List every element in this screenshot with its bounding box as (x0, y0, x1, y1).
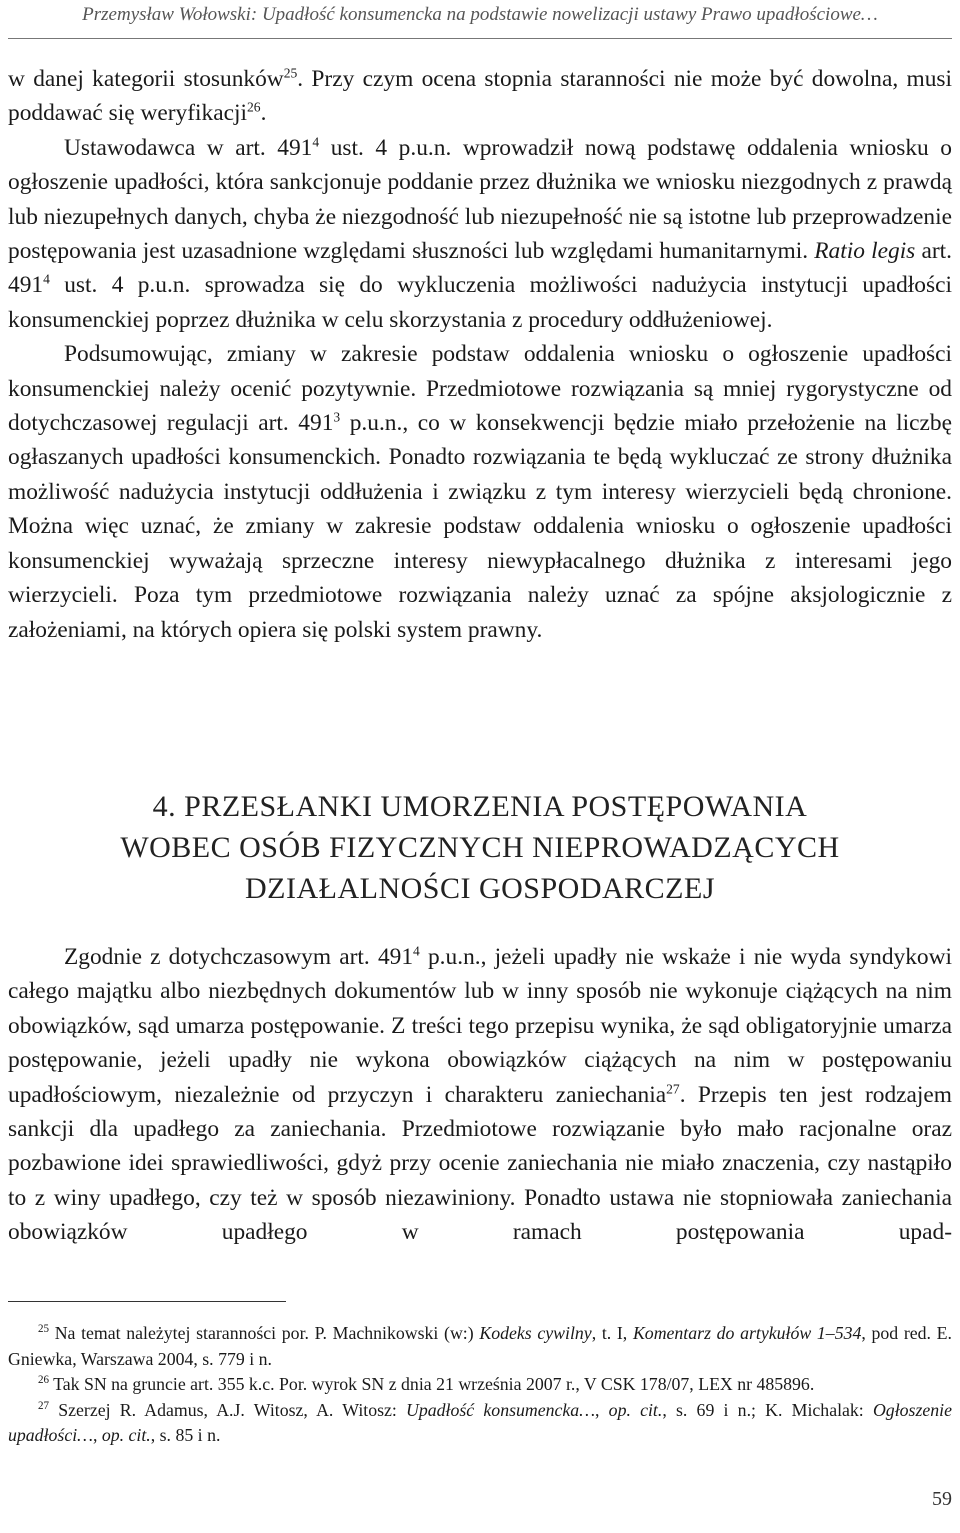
paragraph-2: Ustawodawca w art. $491^4$ ust. 4 p.u.n. wprowadził nową podstawę oddalenia wniosku o ogłoszenie upadłości, która sankcjonuje poddanie przez dłużnika we wniosku niezgodnych z prawdą lub niezupełnych danych, chyba że niezgodność lub niezupełność nie są istotne lub przeprowadzenie postępowania jest uzasadnione względami słuszności lub względami humanitarnymi. Ratio legis art. $491^4$ ust. 4 p.u.n. sprowadza się do wykluczenia możliwości nadużycia instytucji upadłości konsumenckiej poprzez dłużnika w celu skorzystania z procedury oddłużeniowej. (8, 134, 953, 333)
section-heading-line-2: WOBEC OSÓB FIZYCZNYCH NIEPROWADZĄCYCH (120, 831, 840, 864)
footnote-26: $^{26}$ Tak SN na gruncie art. 355 k.c. Por. wyrok SN z dnia 21 września 2007 r., V CSK 178/07, LEX nr 485896. (38, 1374, 815, 1394)
footnote-rule (8, 1301, 286, 1302)
paragraph-1: w danej kategorii stosunków$^{25}$. Przy czym ocena stopnia staranności nie może być dowolna, musi poddawać się weryfikacji$^{26}$. (8, 65, 953, 127)
footnote-ref-25[interactable]: 25 (283, 65, 298, 81)
running-head: Przemysław Wołowski: Upadłość konsumencka na podstawie nowelizacji ustawy Prawo upadłościowe… (82, 4, 878, 25)
footnote-27: $^{27}$ Szerzej R. Adamus, A.J. Witosz, A. Witosz: Upadłość konsumencka…, op. cit., s. 69 i n.; K. Michalak: Ogłoszenie upadłości…, op. cit., s. 85 i n. (8, 1399, 952, 1445)
header-rule (8, 38, 952, 39)
body-text-top (8, 62, 952, 647)
page-number: 59 (932, 1488, 952, 1510)
paragraph-3: Podsumowując, zmiany w zakresie podstaw oddalenia wniosku o ogłoszenie upadłości konsumenckiej należy ocenić pozytywnie. Przedmiotowe rozwiązania są mniej rygorystyczne od dotychczasowej regulacji art. $491^3$ p.u.n., co w konsekwencji będzie miało przełożenie na liczbę ogłaszanych upadłości konsumenckich. Ponadto rozwiązania te będą wykluczać ze strony dłużnika możliwość nadużycia instytucji oddłużenia i związku z tym interesy wierzycieli będą chronione. Można więc uznać, że zmiany w zakresie podstaw oddalenia wniosku o ogłoszenie upadłości konsumenckiej wyważają sprzeczne interesy niewypłacalnego dłużnika z interesami jego wierzycieli. Poza tym przedmiotowe rozwiązania należy uznać za spójne aksjologicznie z założeniami, na których opiera się polski system prawny. (8, 341, 952, 643)
section-heading (0, 786, 960, 909)
footnote-ref-26[interactable]: 26 (247, 100, 261, 115)
footnote-ref-27[interactable]: 27 (666, 1081, 680, 1097)
body-text-bottom (8, 940, 952, 1250)
paragraph-4: Zgodnie z dotychczasowym art. $491^4$ p.u.n., jeżeli upadły nie wskaże i nie wyda syndykowi całego majątku albo niezbędnych dokumentów lub w inny sposób nie wykonuje ciążących na nim obowiązków, sąd umarza postępowanie. Z treści tego przepisu wynika, że sąd obligatoryjnie umarza postępowanie, jeżeli upadły nie wykona obowiązków ciążących na nim w postępowaniu upadłościowym, niezależnie od przyczyn i charakteru zaniechania$^{27}$. Przepis ten jest rodzajem sankcji dla upadłego za zaniechania. Przedmiotowe rozwiązanie było mało racjonalne oraz pozbawione idei sprawiedliwości, gdyż przy ocenie zaniechania nie miało znaczenia, czy nastąpiło to z winy upadłego, czy też w sposób niezawiniony. Ponadto ustawa nie stopniowała zaniechania obowiązków upadłego w ramach postępowania upad- (8, 943, 952, 1246)
footnotes (8, 1321, 952, 1449)
footnote-25: $^{25}$ Na temat należytej staranności por. P. Machnikowski (w:) Kodeks cywilny, t. I, Komentarz do artykułów 1–534, pod red. E. Gniewka, Warszawa 2004, s. 779 i n. (8, 1323, 952, 1369)
section-heading-line-1: 4. PRZESŁANKI UMORZENIA POSTĘPOWANIA (152, 790, 808, 823)
section-heading-line-3: DZIAŁALNOŚCI GOSPODARCZEJ (244, 872, 715, 905)
